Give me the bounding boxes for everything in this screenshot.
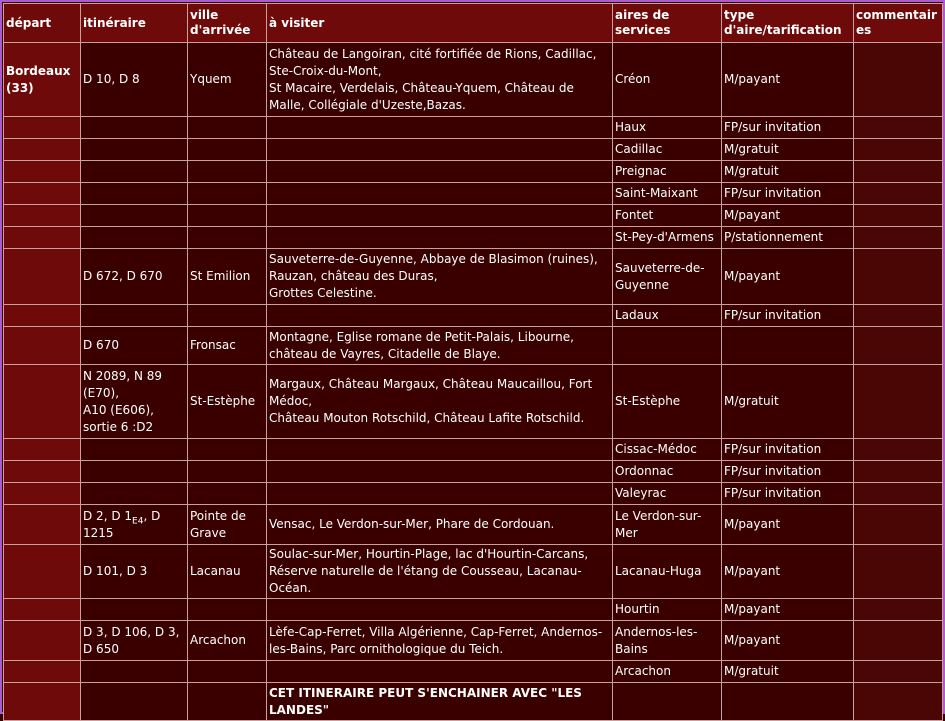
depart-cell xyxy=(4,327,81,365)
visiter-cell xyxy=(267,461,613,483)
aire-cell: Valeyrac xyxy=(613,483,722,505)
depart-cell xyxy=(4,621,81,661)
itineraire-cell xyxy=(81,183,188,205)
comment-cell xyxy=(854,461,943,483)
type-cell: M/gratuit xyxy=(722,139,854,161)
itineraire-cell xyxy=(81,117,188,139)
table-row xyxy=(4,483,943,505)
depart-cell: Bordeaux (33) xyxy=(4,43,81,117)
type-cell: FP/sur invitation xyxy=(722,461,854,483)
type-cell: M/payant xyxy=(722,599,854,621)
header-ville-arrivee: ville d'arrivée xyxy=(188,4,267,43)
visiter-cell xyxy=(267,205,613,227)
ville-cell: Pointe de Grave xyxy=(188,505,267,545)
itineraire-cell xyxy=(81,305,188,327)
aire-cell: Cissac-Médoc xyxy=(613,439,722,461)
table-row xyxy=(4,43,943,117)
visiter-cell xyxy=(267,183,613,205)
depart-cell xyxy=(4,483,81,505)
header-aires-services: aires de services xyxy=(613,4,722,43)
table-row xyxy=(4,661,943,683)
depart-cell xyxy=(4,545,81,599)
itineraire-cell: D 10, D 8 xyxy=(81,43,188,117)
visiter-cell: Sauveterre-de-Guyenne, Abbaye de Blasimon (ruines), Rauzan, château des Duras, Grottes Celestine. xyxy=(267,249,613,305)
itineraire-cell: D 672, D 670 xyxy=(81,249,188,305)
comment-cell xyxy=(854,621,943,661)
itineraire-cell: D 3, D 106, D 3, D 650 xyxy=(81,621,188,661)
ville-cell xyxy=(188,117,267,139)
depart-cell xyxy=(4,661,81,683)
table-row xyxy=(4,327,943,365)
visiter-cell xyxy=(267,161,613,183)
type-cell: M/payant xyxy=(722,205,854,227)
header-type-aire: type d'aire/tarification xyxy=(722,4,854,43)
type-cell: FP/sur invitation xyxy=(722,483,854,505)
table-row xyxy=(4,183,943,205)
table-row xyxy=(4,227,943,249)
table-row xyxy=(4,205,943,227)
table-row xyxy=(4,305,943,327)
depart-cell xyxy=(4,439,81,461)
visiter-cell xyxy=(267,305,613,327)
aire-cell: Ladaux xyxy=(613,305,722,327)
aire-cell: Sauveterre-de-Guyenne xyxy=(613,249,722,305)
table-row xyxy=(4,599,943,621)
table-row xyxy=(4,545,943,599)
depart-cell xyxy=(4,227,81,249)
depart-cell xyxy=(4,249,81,305)
header-itineraire: itinéraire xyxy=(81,4,188,43)
header-commentaires: commentaires xyxy=(854,4,943,43)
comment-cell xyxy=(854,599,943,621)
aire-cell xyxy=(613,327,722,365)
header-a-visiter: à visiter xyxy=(267,4,613,43)
aire-cell: St-Estèphe xyxy=(613,365,722,439)
itineraire-cell: D 670 xyxy=(81,327,188,365)
aire-cell: Le Verdon-sur-Mer xyxy=(613,505,722,545)
ville-cell xyxy=(188,599,267,621)
ville-cell xyxy=(188,661,267,683)
depart-cell xyxy=(4,161,81,183)
aire-cell: Saint-Maixant xyxy=(613,183,722,205)
header-depart: départ xyxy=(4,4,81,43)
visiter-cell: Vensac, Le Verdon-sur-Mer, Phare de Cordouan. xyxy=(267,505,613,545)
comment-cell xyxy=(854,205,943,227)
itineraire-cell xyxy=(81,161,188,183)
table-row xyxy=(4,683,943,721)
table-row xyxy=(4,365,943,439)
table-row xyxy=(4,461,943,483)
table-row xyxy=(4,439,943,461)
aire-cell: Lacanau-Huga xyxy=(613,545,722,599)
type-cell: FP/sur invitation xyxy=(722,117,854,139)
comment-cell xyxy=(854,683,943,721)
depart-cell xyxy=(4,183,81,205)
comment-cell xyxy=(854,249,943,305)
depart-cell xyxy=(4,305,81,327)
type-cell: M/payant xyxy=(722,505,854,545)
itineraire-cell: D 101, D 3 xyxy=(81,545,188,599)
comment-cell xyxy=(854,161,943,183)
comment-cell xyxy=(854,327,943,365)
aire-cell: Haux xyxy=(613,117,722,139)
aire-cell: Fontet xyxy=(613,205,722,227)
ville-cell xyxy=(188,683,267,721)
depart-cell xyxy=(4,139,81,161)
itineraire-cell xyxy=(81,661,188,683)
type-cell: FP/sur invitation xyxy=(722,439,854,461)
depart-cell xyxy=(4,599,81,621)
comment-cell xyxy=(854,483,943,505)
type-cell: M/payant xyxy=(722,249,854,305)
visiter-cell: Margaux, Château Margaux, Château Maucaillou, Fort Médoc, Château Mouton Rotschild, Château Lafite Rotschild. xyxy=(267,365,613,439)
ville-cell xyxy=(188,461,267,483)
ville-cell xyxy=(188,483,267,505)
itineraire-cell xyxy=(81,461,188,483)
visiter-cell: CET ITINERAIRE PEUT S'ENCHAINER AVEC "LES LANDES" xyxy=(267,683,613,721)
depart-cell xyxy=(4,505,81,545)
ville-cell: St-Estèphe xyxy=(188,365,267,439)
comment-cell xyxy=(854,505,943,545)
visiter-cell: Lèfe-Cap-Ferret, Villa Algérienne, Cap-Ferret, Andernos-les-Bains, Parc ornithologique du Teich. xyxy=(267,621,613,661)
depart-cell xyxy=(4,365,81,439)
visiter-cell: Château de Langoiran, cité fortifiée de Rions, Cadillac, Ste-Croix-du-Mont, St Macaire, Verdelais, Château-Yquem, Château de Malle, Collégiale d'Uzeste,Bazas. xyxy=(267,43,613,117)
itineraire-cell: N 2089, N 89 (E70), A10 (E606), sortie 6 :D2 xyxy=(81,365,188,439)
table-row xyxy=(4,139,943,161)
type-cell: M/payant xyxy=(722,621,854,661)
aire-cell: Preignac xyxy=(613,161,722,183)
depart-cell xyxy=(4,205,81,227)
visiter-cell xyxy=(267,117,613,139)
comment-cell xyxy=(854,305,943,327)
visiter-cell xyxy=(267,439,613,461)
comment-cell xyxy=(854,139,943,161)
type-cell xyxy=(722,327,854,365)
table-row xyxy=(4,249,943,305)
ville-cell xyxy=(188,305,267,327)
table-row xyxy=(4,505,943,545)
itineraire-cell xyxy=(81,683,188,721)
depart-cell xyxy=(4,117,81,139)
aire-cell: Cadillac xyxy=(613,139,722,161)
visiter-cell xyxy=(267,661,613,683)
aire-cell: Arcachon xyxy=(613,661,722,683)
ville-cell xyxy=(188,139,267,161)
visiter-cell xyxy=(267,599,613,621)
type-cell: FP/sur invitation xyxy=(722,305,854,327)
type-cell: M/payant xyxy=(722,545,854,599)
ville-cell: Arcachon xyxy=(188,621,267,661)
comment-cell xyxy=(854,365,943,439)
visiter-cell: Soulac-sur-Mer, Hourtin-Plage, lac d'Hourtin-Carcans, Réserve naturelle de l'étang de Cousseau, Lacanau-Océan. xyxy=(267,545,613,599)
itineraire-cell xyxy=(81,439,188,461)
comment-cell xyxy=(854,439,943,461)
itineraire-cell xyxy=(81,599,188,621)
type-cell: M/payant xyxy=(722,43,854,117)
visiter-cell xyxy=(267,227,613,249)
depart-cell xyxy=(4,461,81,483)
comment-cell xyxy=(854,545,943,599)
itineraire-cell xyxy=(81,139,188,161)
header-row xyxy=(4,4,943,43)
aire-cell: Créon xyxy=(613,43,722,117)
itineraire-cell: D 2, D $1_{E4}$, D 1215 xyxy=(81,505,188,545)
visiter-cell: Montagne, Eglise romane de Petit-Palais, Libourne, château de Vayres, Citadelle de Blaye. xyxy=(267,327,613,365)
aire-cell: St-Pey-d'Armens xyxy=(613,227,722,249)
visiter-cell xyxy=(267,139,613,161)
comment-cell xyxy=(854,43,943,117)
ville-cell xyxy=(188,183,267,205)
ville-cell: St Emilion xyxy=(188,249,267,305)
type-cell: M/gratuit xyxy=(722,661,854,683)
itineraire-cell xyxy=(81,205,188,227)
itinerary-table xyxy=(3,3,943,721)
itineraire-cell xyxy=(81,227,188,249)
ville-cell xyxy=(188,205,267,227)
type-cell: M/gratuit xyxy=(722,365,854,439)
type-cell xyxy=(722,683,854,721)
ville-cell xyxy=(188,439,267,461)
aire-cell: Hourtin xyxy=(613,599,722,621)
table-row xyxy=(4,621,943,661)
comment-cell xyxy=(854,661,943,683)
ville-cell: Fronsac xyxy=(188,327,267,365)
type-cell: FP/sur invitation xyxy=(722,183,854,205)
comment-cell xyxy=(854,227,943,249)
table-row xyxy=(4,161,943,183)
ville-cell xyxy=(188,161,267,183)
visiter-cell xyxy=(267,483,613,505)
type-cell: M/gratuit xyxy=(722,161,854,183)
ville-cell: Lacanau xyxy=(188,545,267,599)
aire-cell xyxy=(613,683,722,721)
depart-cell xyxy=(4,683,81,721)
ville-cell: Yquem xyxy=(188,43,267,117)
aire-cell: Ordonnac xyxy=(613,461,722,483)
aire-cell: Andernos-les-Bains xyxy=(613,621,722,661)
comment-cell xyxy=(854,117,943,139)
type-cell: P/stationnement xyxy=(722,227,854,249)
table-row xyxy=(4,117,943,139)
ville-cell xyxy=(188,227,267,249)
itineraire-cell xyxy=(81,483,188,505)
comment-cell xyxy=(854,183,943,205)
